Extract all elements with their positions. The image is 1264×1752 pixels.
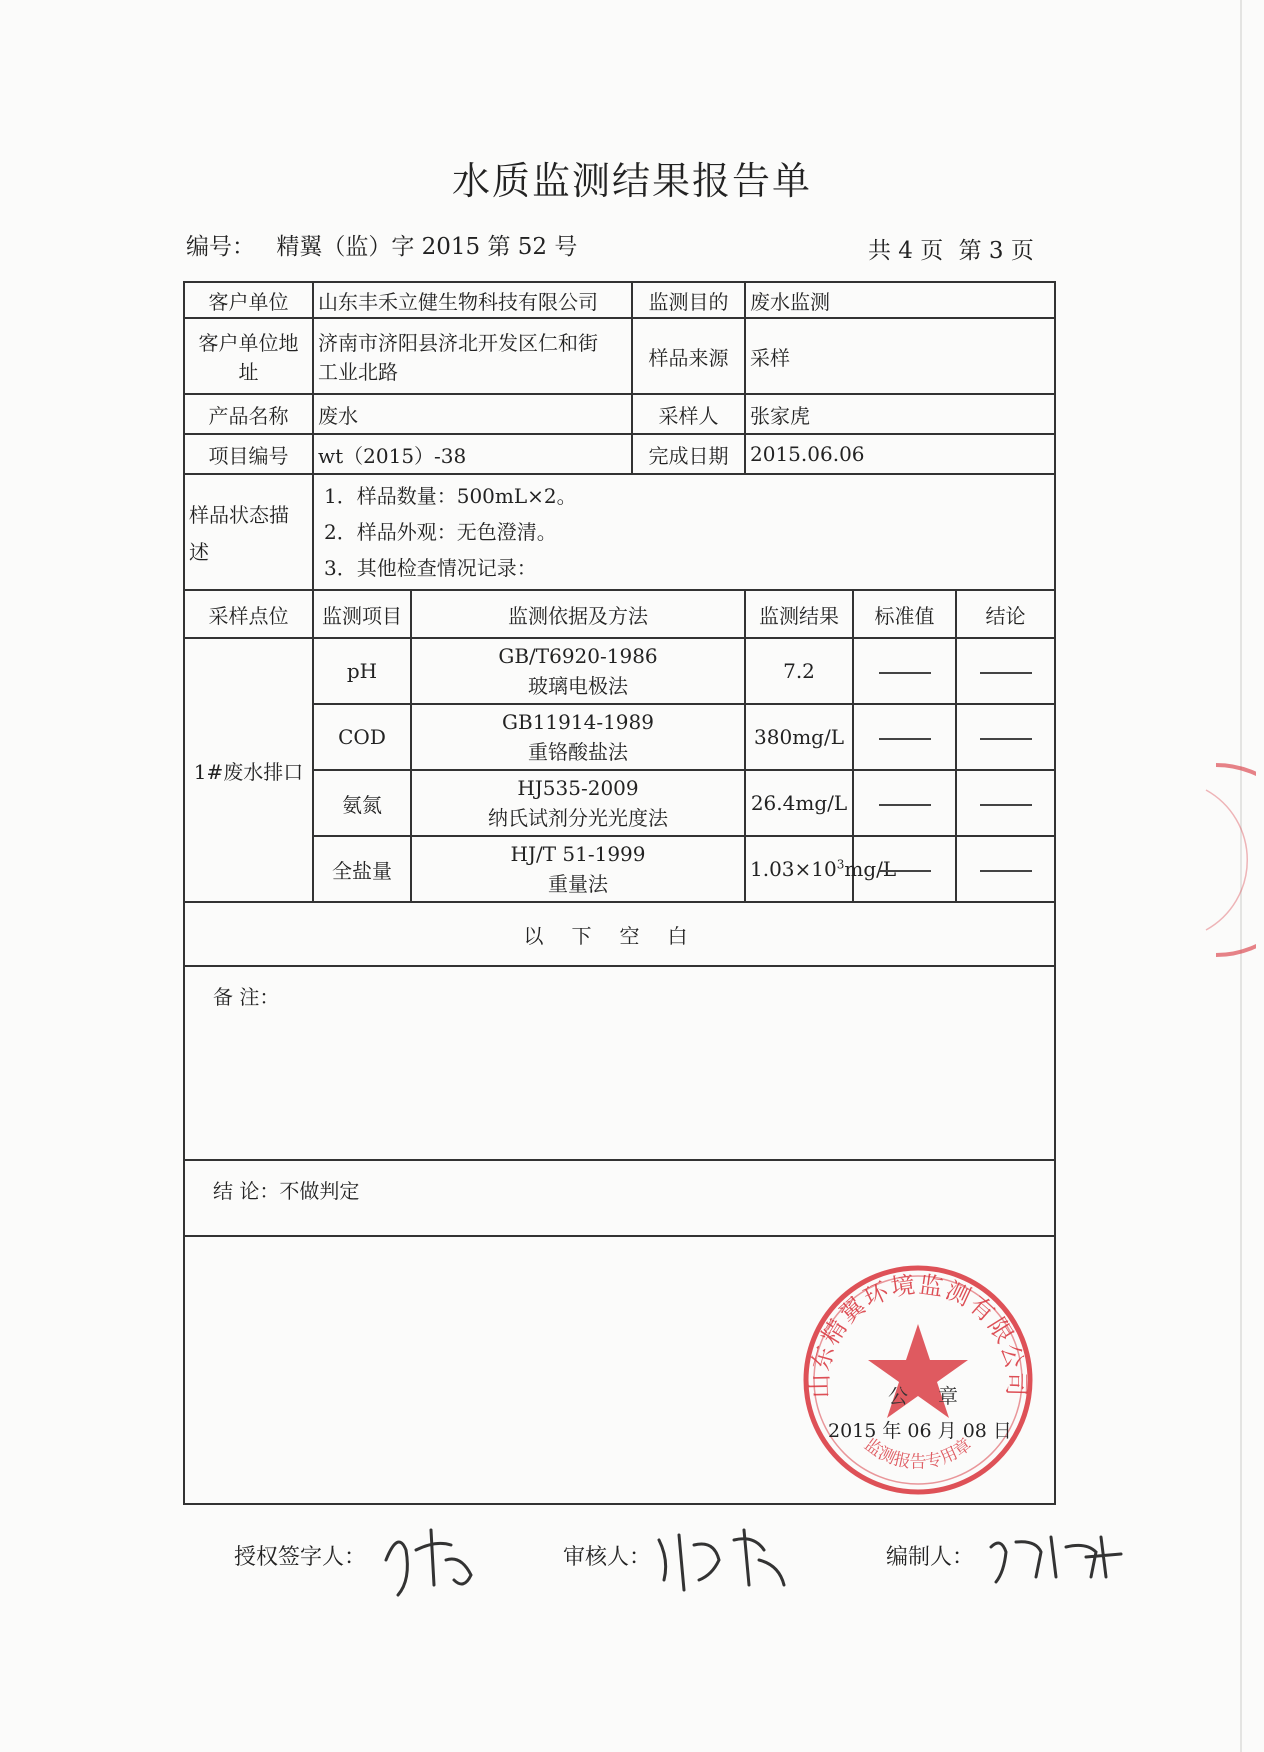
source-value: 采样: [745, 318, 1055, 394]
dash-mark: [879, 804, 931, 806]
seal-gong-text: 公章: [888, 1384, 988, 1408]
editor-label: 编制人：: [886, 1545, 975, 1570]
table-row: [184, 434, 1055, 474]
signature-authorized-icon: [376, 1520, 486, 1600]
table-row: [184, 394, 1055, 434]
address-value: [313, 318, 632, 394]
method-standard: GB/T6920-1986: [498, 644, 658, 668]
header-point: 采样点位: [184, 590, 313, 638]
table-row: [184, 1160, 1055, 1236]
method-standard: GB11914-1989: [502, 710, 654, 734]
blank-note: 以下空白: [184, 902, 1055, 966]
method-name: 纳氏试剂分光光度法: [488, 806, 668, 830]
header-standard: 标准值: [853, 590, 956, 638]
product-value: 废水: [313, 394, 632, 434]
sampling-point: 1#废水排口: [184, 638, 313, 902]
sample-desc-items: [313, 474, 1055, 590]
page-indicator: [868, 232, 1042, 265]
results-header-row: [184, 590, 1055, 638]
conclusion-label: 结 论：: [213, 1179, 280, 1203]
conclusion-row: [184, 1160, 1055, 1236]
standard-cell: [853, 638, 956, 704]
dash-mark: [879, 672, 931, 674]
conclusion-value: 不做判定: [279, 1179, 360, 1203]
purpose-value: 废水监测: [745, 282, 1055, 318]
sampler-value: 张家虎: [745, 394, 1055, 434]
table-row: [184, 318, 1055, 394]
client-value: 山东丰禾立健生物科技有限公司: [313, 282, 632, 318]
item-cell: pH: [313, 638, 411, 704]
address-line: 济南市济阳县济北开发区仁和街: [318, 331, 598, 355]
dash-mark: [980, 672, 1032, 674]
dash-mark: [879, 870, 931, 872]
report-number-value: 精翼（监）字 2015 第 52 号: [276, 234, 578, 260]
result-cell: 380mg/L: [745, 704, 853, 770]
result-base: 1.03×10: [750, 857, 837, 881]
table-row: [184, 282, 1055, 318]
item-cell: COD: [313, 704, 411, 770]
list-item: 2．样品外观：无色澄清。: [324, 520, 557, 544]
report-number-label: 编号：: [186, 234, 255, 260]
header-item: 监测项目: [313, 590, 411, 638]
header-conclusion: 结论: [956, 590, 1055, 638]
sampler-label: 采样人: [632, 394, 745, 434]
table-row: [184, 638, 1055, 704]
dash-mark: [980, 870, 1032, 872]
table-row: [184, 704, 1055, 770]
client-label: 客户单位: [184, 282, 313, 318]
list-item: 3．其他检查情况记录：: [324, 556, 537, 580]
remarks-label: 备 注：: [213, 985, 280, 1009]
item-cell: 氨氮: [313, 770, 411, 836]
sample-desc-label-line: 述: [189, 540, 209, 564]
seal-date: 2015 年 06 月 08 日: [828, 1420, 1012, 1442]
result-exponent: 3: [836, 857, 845, 872]
method-cell: [411, 704, 745, 770]
table-row: [184, 770, 1055, 836]
edge-seal-icon: [1196, 760, 1256, 960]
svg-text:监测报告专用章: 监测报告专用章: [860, 1434, 976, 1473]
product-label: 产品名称: [184, 394, 313, 434]
method-name: 重量法: [548, 872, 608, 896]
authorized-label: 授权签字人：: [234, 1545, 367, 1570]
sample-desc-label-line: 样品状态描: [189, 503, 289, 527]
purpose-label: 监测目的: [632, 282, 745, 318]
source-label: 样品来源: [632, 318, 745, 394]
conclusion-cell: [956, 704, 1055, 770]
signature-editor-icon: [986, 1522, 1126, 1592]
method-standard: HJ535-2009: [517, 776, 639, 800]
list-item: 1．样品数量：500mL×2。: [324, 484, 577, 508]
remarks-cell: [184, 966, 1055, 1160]
project-label: 项目编号: [184, 434, 313, 474]
header-method: 监测依据及方法: [411, 590, 745, 638]
method-cell: [411, 638, 745, 704]
item-cell: 全盐量: [313, 836, 411, 902]
conclusion-cell: [956, 638, 1055, 704]
svg-text:山东精翼环境监测有限公司: 山东精翼环境监测有限公司: [805, 1270, 1031, 1399]
conclusion-cell: [956, 836, 1055, 902]
reviewer-label: 审核人：: [563, 1545, 652, 1570]
method-cell: [411, 836, 745, 902]
date-value: 2015.06.06: [745, 434, 1055, 474]
method-standard: HJ/T 51-1999: [510, 842, 646, 866]
signature-reviewer-icon: [654, 1520, 794, 1600]
page-total: 共 4 页: [868, 238, 944, 264]
address-line: 工业北路: [318, 360, 398, 384]
result-cell: 7.2: [745, 638, 853, 704]
report-number: [186, 228, 591, 261]
address-label: 客户单位地址: [184, 318, 313, 394]
result-cell: 26.4mg/L: [745, 770, 853, 836]
dash-mark: [980, 738, 1032, 740]
page-current: 第 3 页: [958, 238, 1034, 264]
method-name: 重铬酸盐法: [528, 740, 628, 764]
method-cell: [411, 770, 745, 836]
table-row: [184, 836, 1055, 902]
method-name: 玻璃电极法: [528, 674, 628, 698]
date-label: 完成日期: [632, 434, 745, 474]
dash-mark: [879, 738, 931, 740]
project-value: wt（2015）-38: [313, 434, 632, 474]
result-cell: [745, 836, 897, 902]
standard-cell: [853, 770, 956, 836]
conclusion-cell: [956, 770, 1055, 836]
sample-desc-label: [184, 474, 313, 590]
result-unit: mg/L: [844, 857, 897, 881]
standard-cell: [853, 704, 956, 770]
table-row: [184, 474, 1055, 590]
dash-mark: [980, 804, 1032, 806]
page-title: 水质监测结果报告单: [451, 159, 812, 203]
table-row: [184, 902, 1055, 966]
table-row: [184, 966, 1055, 1160]
header-result: 监测结果: [745, 590, 853, 638]
